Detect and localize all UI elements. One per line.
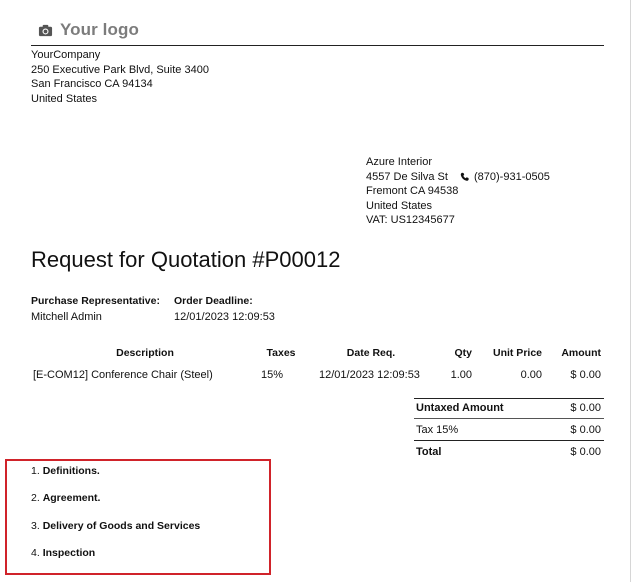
order-deadline-label: Order Deadline: <box>174 295 253 307</box>
vendor-country: United States <box>366 199 433 212</box>
purchase-rep-value: Mitchell Admin <box>31 311 102 323</box>
term-title: Delivery of Goods and Services <box>42 520 201 532</box>
untaxed-amount-label: Untaxed Amount <box>416 402 504 414</box>
company-address <box>31 48 209 106</box>
header-divider <box>31 45 604 46</box>
term-number: 4. <box>31 547 40 559</box>
vendor-name: Azure Interior <box>366 156 433 168</box>
vendor-phone-number: (870)-931-0505 <box>474 171 550 183</box>
totals-bottom-rule <box>414 440 604 441</box>
term-delivery <box>31 520 200 532</box>
vendor-address <box>366 155 458 228</box>
line-qty: 1.00 <box>450 369 472 381</box>
page-edge <box>630 0 631 582</box>
untaxed-amount-value: $ 0.00 <box>570 402 601 414</box>
order-deadline-value: 12/01/2023 12:09:53 <box>174 311 275 323</box>
totals-top-rule <box>414 398 604 399</box>
vendor-city: Fremont CA 94538 <box>366 185 459 197</box>
line-unit-price: 0.00 <box>520 369 542 381</box>
phone-icon <box>460 172 470 182</box>
line-taxes: 15% <box>260 369 284 381</box>
term-title: Definitions. <box>42 465 100 477</box>
col-amount: Amount <box>561 347 601 359</box>
company-country: United States <box>31 92 98 105</box>
vendor-phone <box>460 171 550 183</box>
term-inspection <box>31 547 95 559</box>
camera-icon <box>38 23 53 38</box>
vendor-street: 4557 De Silva St <box>366 170 448 183</box>
total-label: Total <box>416 446 442 458</box>
term-agreement <box>31 492 100 504</box>
term-number: 1. <box>31 465 40 477</box>
term-title: Agreement. <box>42 492 101 504</box>
col-date-req: Date Req. <box>346 347 396 359</box>
col-taxes: Taxes <box>266 347 296 359</box>
total-value: $ 0.00 <box>570 446 601 458</box>
col-description: Description <box>116 347 174 359</box>
tax-label: Tax 15% <box>416 424 459 436</box>
line-date-req: 12/01/2023 12:09:53 <box>319 369 420 381</box>
term-number: 3. <box>31 520 40 532</box>
company-logo <box>38 19 139 41</box>
totals-mid-rule <box>414 418 604 419</box>
purchase-rep-label: Purchase Representative: <box>31 295 160 307</box>
company-city: San Francisco CA 94134 <box>31 78 153 90</box>
vendor-vat: VAT: US12345677 <box>366 214 455 226</box>
tax-value: $ 0.00 <box>570 424 601 436</box>
company-name: YourCompany <box>31 49 101 61</box>
line-description: [E-COM12] Conference Chair (Steel) <box>33 369 213 381</box>
col-qty: Qty <box>454 347 472 359</box>
document-title: Request for Quotation #P00012 <box>31 247 341 272</box>
term-number: 2. <box>31 492 40 504</box>
line-amount: $ 0.00 <box>570 369 601 381</box>
term-title: Inspection <box>42 547 96 559</box>
company-street: 250 Executive Park Blvd, Suite 3400 <box>31 63 209 76</box>
term-definitions <box>31 465 100 477</box>
col-unit-price: Unit Price <box>492 347 542 359</box>
logo-text: Your logo <box>60 20 139 39</box>
